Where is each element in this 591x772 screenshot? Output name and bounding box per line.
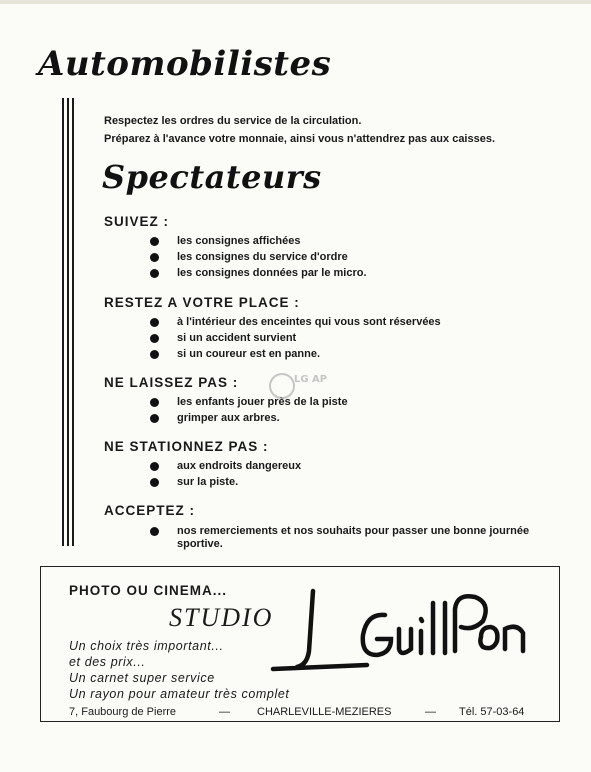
separator-dash: —	[219, 706, 230, 718]
studio-label: STUDIO	[169, 603, 274, 632]
automobilistes-title: Automobilistes	[38, 44, 332, 84]
ad-headline: PHOTO OU CINEMA...	[69, 583, 228, 598]
ad-line-2: et des prix...	[69, 655, 146, 669]
studio-advertisement	[40, 566, 560, 722]
city: CHARLEVILLE-MEZIERES	[257, 706, 392, 718]
page-top-edge	[0, 0, 591, 4]
vertical-rules	[62, 98, 76, 546]
list-item: si un coureur est en panne.	[150, 348, 320, 360]
list-item-continuation: sportive.	[177, 538, 223, 550]
section-heading-restez: RESTEZ A VOTRE PLACE :	[104, 295, 300, 310]
bullet-icon	[150, 527, 159, 536]
section-heading-acceptez: ACCEPTEZ :	[104, 503, 195, 518]
list-item: les enfants jouer près de la piste	[150, 396, 348, 408]
bullet-icon	[150, 398, 159, 407]
bullet-icon	[150, 318, 159, 327]
section-heading-ne-stationnez-pas: NE STATIONNEZ PAS :	[104, 439, 269, 454]
bullet-icon	[150, 269, 159, 278]
list-item: les consignes affichées	[150, 235, 301, 247]
list-item: les consignes données par le micro.	[150, 267, 367, 279]
ad-line-4: Un rayon pour amateur très complet	[69, 687, 290, 701]
list-item: sur la piste.	[150, 476, 238, 488]
phone-number: Tél. 57-03-64	[459, 706, 525, 718]
bullet-icon	[150, 478, 159, 487]
bullet-icon	[150, 237, 159, 246]
bullet-icon	[150, 334, 159, 343]
list-item: à l'intérieur des enceintes qui vous sont réservées	[150, 316, 441, 328]
automobilistes-line-1: Respectez les ordres du service de la circulation.	[104, 115, 362, 127]
list-item: nos remerciements et nos souhaits pour passer une bonne journée	[150, 525, 529, 537]
bullet-icon	[150, 414, 159, 423]
list-item: les consignes du service d'ordre	[150, 251, 348, 263]
svg-text:LG AP: LG AP	[294, 374, 328, 385]
bullet-icon	[150, 253, 159, 262]
spectateurs-title: Spectateurs	[102, 158, 322, 196]
ad-line-3: Un carnet super service	[69, 671, 215, 685]
address: 7, Faubourg de Pierre	[69, 706, 177, 718]
svg-text:J. Guillon: J. Guillon	[267, 585, 272, 586]
automobilistes-line-2: Préparez à l'avance votre monnaie, ainsi vous n'attendrez pas aux caisses.	[104, 133, 496, 145]
list-item: grimper aux arbres.	[150, 412, 280, 424]
guillon-logo	[267, 585, 535, 677]
bullet-icon	[150, 462, 159, 471]
separator-dash: —	[425, 706, 436, 718]
section-heading-ne-laissez-pas: NE LAISSEZ PAS :	[104, 375, 239, 390]
watermark-stamp-icon	[268, 366, 328, 406]
ad-line-1: Un choix très important...	[69, 639, 224, 653]
bullet-icon	[150, 350, 159, 359]
section-heading-suivez: SUIVEZ :	[104, 214, 170, 229]
list-item: aux endroits dangereux	[150, 460, 301, 472]
list-item: si un accident survient	[150, 332, 296, 344]
